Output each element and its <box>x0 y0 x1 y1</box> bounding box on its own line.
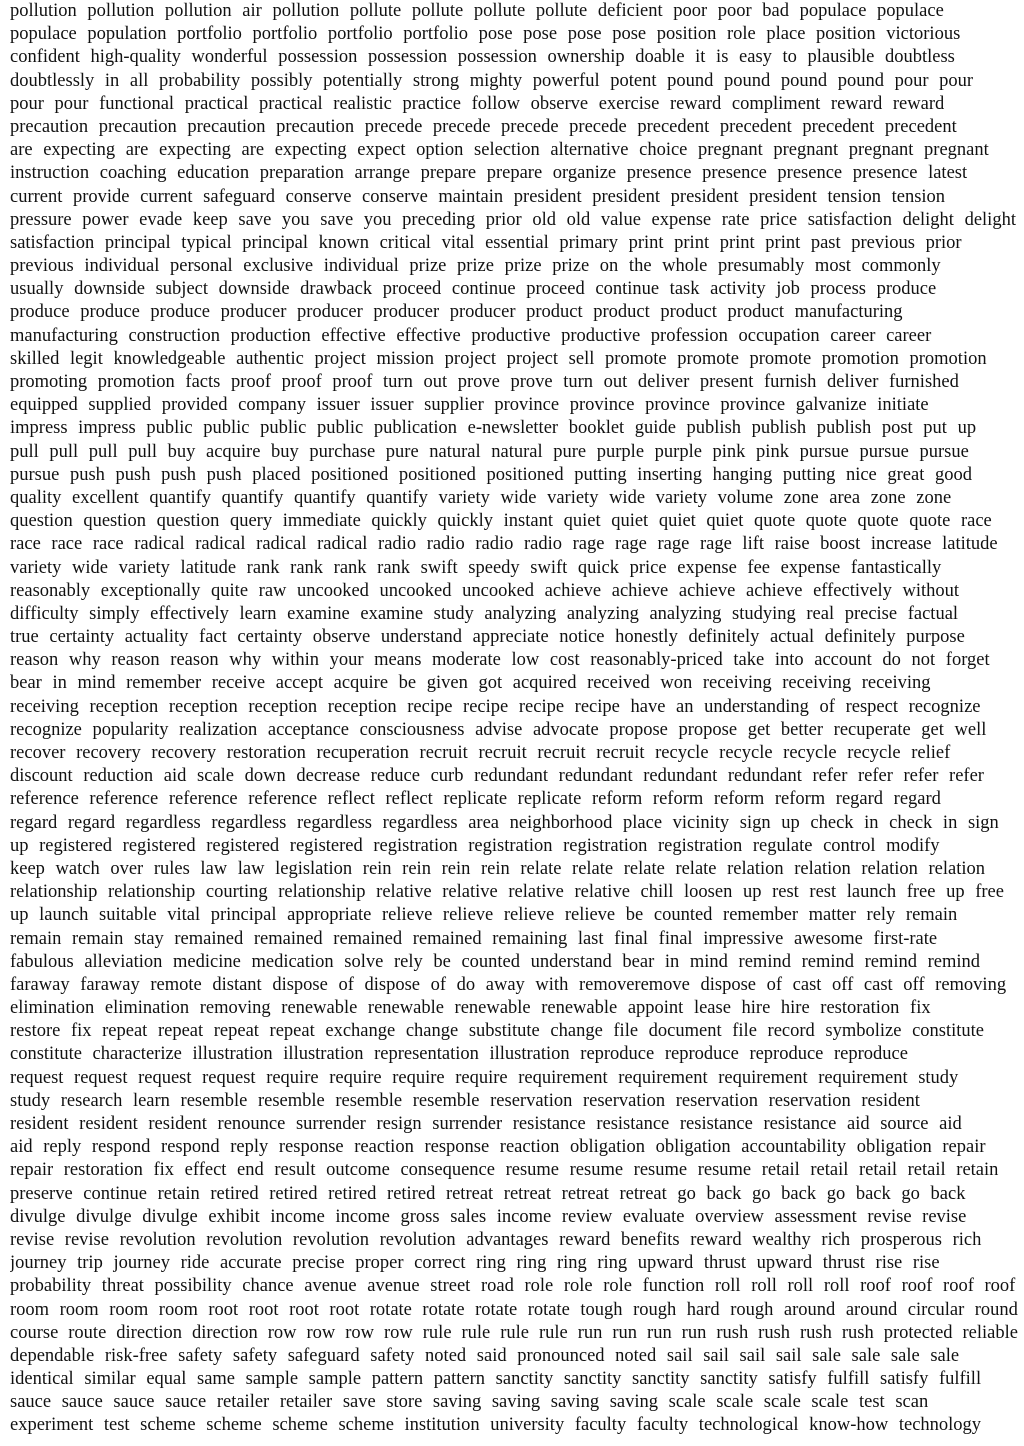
text-line: pour pour functional practical practical realistic practice follow observe exercise reward compliment reward reward <box>10 93 945 114</box>
text-line: reference reference reference reference reflect reflect replicate replicate reform reform reform reform regard regard <box>10 789 941 810</box>
text-line: variety wide variety latitude rank rank rank rank swift speedy swift quick price expense fee expense fantastically <box>10 557 942 578</box>
text-line: aid reply respond respond reply response reaction response reaction obligation obligation accountability obligation repair <box>10 1137 986 1158</box>
text-line: remain remain stay remained remained remained remained remaining last final final impressive awesome first-rate <box>10 928 938 949</box>
text-line: true certainty actuality fact certainty observe understand appreciate notice honestly definitely actual definitely purpose <box>10 627 965 648</box>
text-line: dependable risk-free safety safety safeguard safety noted said pronounced noted sail sail sail sail sale sale sale sale <box>10 1345 960 1366</box>
text-line: pollution pollution pollution air pollution pollute pollute pollute pollute deficient poor poor bad populace populace <box>10 1 944 21</box>
text-line: usually downside subject downside drawback proceed continue proceed continue task activity job process produce <box>10 279 937 300</box>
text-line: reasonably exceptionally quite raw uncooked uncooked uncooked achieve achieve achieve achieve effectively without <box>10 580 959 601</box>
text-line: resident resident resident renounce surrender resign surrender resistance resistance resistance resistance aid source aid <box>10 1114 962 1134</box>
text-line: question question question query immediate quickly quickly instant quiet quiet quiet quiet quote quote quote quote race <box>10 511 992 532</box>
text-line: satisfaction principal typical principal known critical vital essential primary print print print print past previous prior <box>10 232 962 253</box>
text-line: divulge divulge divulge exhibit income income gross sales income review evaluate overview assessment revise revise <box>10 1206 967 1227</box>
text-line: identical similar equal same sample sample pattern pattern sanctity sanctity sanctity sanctity satisfy fulfill satisfy fulfill <box>10 1369 982 1390</box>
text-line: restore fix repeat repeat repeat repeat exchange change substitute change file document file record symbolize constitute <box>10 1021 984 1042</box>
text-line: recognize popularity realization acceptance consciousness advise advocate propose propose get better recuperate get well <box>10 719 987 740</box>
text-line: pressure power evade keep save you save you preceding prior old old value expense rate price satisfaction delight delight <box>10 209 1016 230</box>
text-line: request request request request require require require require requirement requirement requirement requirement study <box>10 1067 959 1088</box>
text-line: recover recovery recovery restoration recuperation recruit recruit recruit recruit recycle recycle recycle recycle relief <box>10 743 951 763</box>
text-line: quality excellent quantify quantify quantify quantify variety wide variety wide variety volume zone area zone zone <box>10 487 952 508</box>
text-line: precaution precaution precaution precaution precede precede precede precede precedent precedent precedent precedent <box>10 116 957 137</box>
text-line: faraway faraway remote distant dispose of dispose of do away with removeremove dispose of cast off cast off removing <box>10 974 1007 995</box>
text-line: promoting promotion facts proof proof proof turn out prove prove turn out deliver present furnish deliver furnished <box>10 372 959 392</box>
text-line: doubtlessly in all probability possibly potentially strong mighty powerful potent pound pound pound pound pour pour <box>10 70 974 91</box>
text-line: regard regard regardless regardless regardless regardless area neighborhood place vicinity sign up check in check in sign <box>10 812 999 833</box>
text-line: sauce sauce sauce sauce retailer retailer save store saving saving saving saving scale scale scale scale test scan <box>10 1392 929 1413</box>
text-line: room room room room root root root root rotate rotate rotate rotate tough rough hard rough around around circular round <box>10 1299 1018 1320</box>
text-line: impress impress public public public public publication e-newsletter booklet guide publish publish publish post put up <box>10 418 977 439</box>
text-line: fabulous alleviation medicine medication solve rely be counted understand bear in mind remind remind remind remind <box>10 951 981 972</box>
text-line: manufacturing construction production effective effective productive productive profession occupation career career <box>10 325 932 346</box>
text-line: constitute characterize illustration illustration representation illustration reproduce reproduce reproduce reproduce <box>10 1044 908 1065</box>
text-line: difficulty simply effectively learn examine examine study analyzing analyzing analyzing studying real precise factual <box>10 603 959 624</box>
text-line: revise revise revolution revolution revolution revolution advantages reward benefits reward wealthy rich prosperous rich <box>10 1229 982 1250</box>
text-line: are expecting are expecting are expecting expect option selection alternative choice pregnant pregnant pregnant pregnant <box>10 140 989 161</box>
text-line: course route direction direction row row row row rule rule rule rule run run run run rush rush rush rush protected reliable <box>10 1322 1018 1343</box>
text-line: previous individual personal exclusive individual prize prize prize prize on the whole presumably most commonly <box>10 256 941 277</box>
text-line: confident high-quality wonderful possession possession possession ownership doable it is easy to plausible doubtless <box>10 47 955 68</box>
text-line: current provide current safeguard conserve conserve maintain president president president president tension tension <box>10 186 946 207</box>
text-line: equipped supplied provided company issuer issuer supplier province province province province galvanize initiate <box>10 395 929 416</box>
text-line: skilled legit knowledgeable authentic project mission project project sell promote promote promote promotion promotion <box>10 348 987 369</box>
text-line: up launch suitable vital principal appropriate relieve relieve relieve relieve be counted remember matter rely remain <box>10 905 958 926</box>
text-line: pursue push push push push placed positioned positioned positioned putting inserting hanging putting nice great good <box>10 464 972 485</box>
text-line: instruction coaching education preparation arrange prepare prepare organize presence presence presence presence latest <box>10 163 968 184</box>
text-line: receiving reception reception reception reception recipe recipe recipe recipe have an understanding of respect recognize <box>10 696 981 717</box>
text-line: probability threat possibility chance avenue avenue street road role role role function roll roll roll roll roof roof roof roof <box>10 1276 1016 1297</box>
text-line: reason why reason reason why within your means moderate low cost reasonably-priced take into account do not forget <box>10 650 990 671</box>
text-line: pull pull pull pull buy acquire buy purchase pure natural natural pure purple purple pink pink pursue pursue pursue <box>10 441 969 462</box>
text-line: repair restoration fix effect end result outcome consequence resume resume resume resume retail retail retail retail retain <box>10 1160 999 1181</box>
text-line: up registered registered registered registered registration registration registration registration regulate control modify <box>10 835 940 856</box>
text-line: discount reduction aid scale down decrease reduce curb redundant redundant redundant redundant refer refer refer refer <box>10 766 984 787</box>
text-line: populace population portfolio portfolio portfolio portfolio pose pose pose pose position role place position victorious <box>10 24 961 45</box>
text-line: race race race radical radical radical radical radio radio radio radio rage rage rage rage lift raise boost increase latitude <box>10 534 998 555</box>
text-line: bear in mind remember receive accept acquire be given got acquired received won receiving receiving receiving <box>10 673 931 694</box>
text-line: produce produce produce producer producer producer producer product product product product manufacturing <box>10 302 903 323</box>
text-line: elimination elimination removing renewable renewable renewable renewable appoint lease hire hire restoration fix <box>10 998 931 1019</box>
text-line: preserve continue retain retired retired retired retired retreat retreat retreat retreat go back go back go back go back <box>10 1183 966 1204</box>
text-line: journey trip journey ride accurate precise proper correct ring ring ring ring upward thrust upward thrust rise rise <box>10 1253 940 1274</box>
text-line: study research learn resemble resemble resemble resemble reservation reservation reservation reservation resident <box>10 1090 920 1111</box>
text-line: experiment test scheme scheme scheme scheme institution university faculty faculty technological know-how technology <box>10 1415 982 1436</box>
text-line: relationship relationship courting relationship relative relative relative relative chill loosen up rest rest launch free up free <box>10 882 1004 903</box>
text-line: keep watch over rules law law legislation rein rein rein rein relate relate relate relate relation relation relation relation <box>10 858 986 879</box>
